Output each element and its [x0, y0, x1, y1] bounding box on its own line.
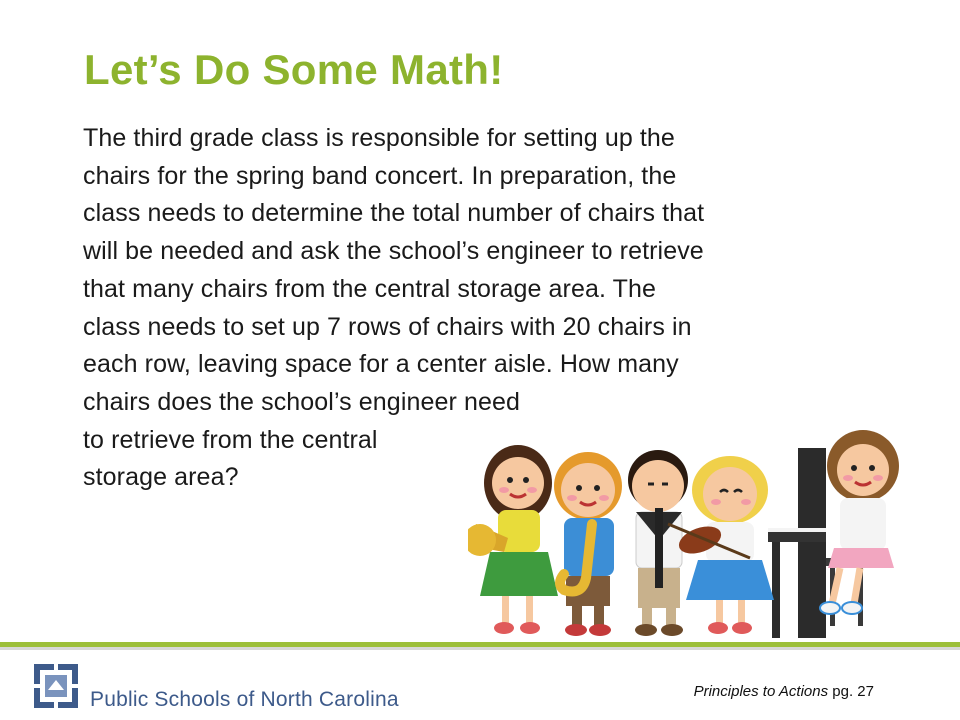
problem-line: will be needed and ask the school’s engineer to retrieve [83, 237, 704, 266]
citation [694, 683, 874, 700]
citation-title: Principles to Actions [693, 683, 829, 700]
problem-line: class needs to set up 7 rows of chairs with 20 chairs in [83, 312, 692, 341]
footer-grey-rule [0, 647, 960, 650]
slide-title: Let’s Do Some Math! [84, 46, 504, 93]
problem-line: each row, leaving space for a center aisle. How many [83, 350, 679, 379]
citation-page: pg. 27 [832, 683, 874, 700]
problem-line: chairs does the school’s engineer need [83, 387, 520, 416]
organization-name: Public Schools of North Carolina [90, 688, 399, 711]
problem-line: that many chairs from the central storage area. The [83, 274, 656, 303]
problem-line: The third grade class is responsible for setting up the [83, 124, 675, 152]
problem-line: chairs for the spring band concert. In preparation, the [83, 161, 677, 190]
nc-public-schools-logo [30, 660, 82, 712]
children-band-illustration [468, 428, 908, 640]
problem-line: class needs to determine the total number of chairs that [83, 199, 705, 228]
problem-line: storage area? [83, 463, 239, 492]
problem-line: to retrieve from the central [83, 425, 378, 454]
